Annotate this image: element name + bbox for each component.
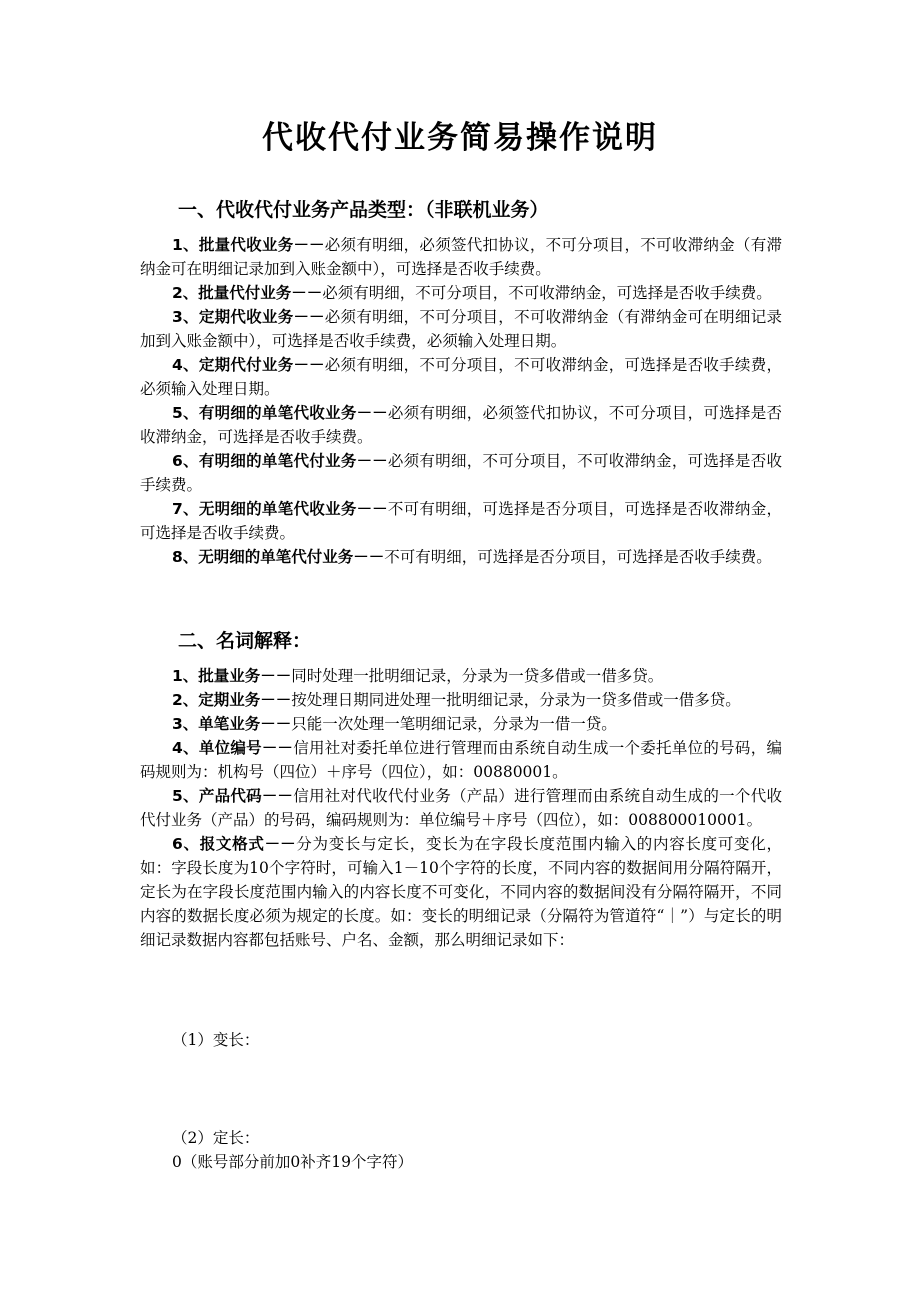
item-term: 7、无明细的单笔代收业务－－ [172, 500, 388, 518]
fixed-length-note: 0（账号部分前加0补齐19个字符） [172, 1153, 413, 1171]
section2-list [140, 664, 782, 952]
item-term: 2、定期业务－－ [172, 691, 292, 709]
item-term: 3、定期代收业务－－ [172, 308, 325, 326]
list-item [140, 233, 782, 281]
item-desc: 只能一次处理一笔明细记录，分录为一借一贷。 [291, 715, 617, 733]
section1-list [140, 233, 782, 569]
item-desc: 必须有明细，不可分项目，不可收滞纳金，可选择是否收手续费。 [140, 452, 782, 494]
item-term: 8、无明细的单笔代付业务－－ [172, 548, 385, 566]
item-term: 1、批量代收业务－－ [172, 236, 325, 254]
item-desc: 按处理日期同进处理一批明细记录，分录为一贷多借或一借多贷。 [291, 691, 741, 709]
list-item [140, 736, 782, 784]
item-desc: 信用社对代收代付业务（产品）进行管理而由系统自动生成的一个代收代付业务（产品）的号码，编码规则为：单位编号＋序号（四位），如：008800010001。 [140, 787, 782, 829]
fixed-length-label: （2）定长： [172, 1129, 260, 1147]
item-desc: 分为变长与定长，变长为在字段长度范围内输入的内容长度可变化，如：字段长度为10个字符时，可输入1－10个字符的长度，不同内容的数据间用分隔符隔开，定长为在字段长度范围内输入的内容长度不可变化，不同内容的数据间没有分隔符隔开，不同内容的数据长度必须为规定的长度。如：变长的明细记录（分隔符为管道符“｜”）与定长的明细记录数据内容都包括账号、户名、金额，那么明细记录如下： [140, 835, 782, 949]
list-item [140, 401, 782, 449]
list-item [140, 784, 782, 832]
item-term: 4、单位编号－－ [172, 739, 293, 757]
list-item [140, 497, 782, 545]
list-item [140, 832, 782, 952]
list-item [140, 545, 782, 569]
item-desc: 同时处理一批明细记录，分录为一贷多借或一借多贷。 [291, 667, 664, 685]
item-desc: 不可有明细，可选择是否分项目，可选择是否收手续费。 [384, 548, 772, 566]
item-term: 5、产品代码－－ [172, 787, 293, 805]
item-desc: 必须有明细，必须签代扣协议，不可分项目，不可收滞纳金（有滞纳金可在明细记录加到入账金额中），可选择是否收手续费。 [140, 236, 782, 278]
item-desc: 必须有明细，不可分项目，不可收滞纳金，可选择是否收手续费。 [322, 284, 772, 302]
item-term: 3、单笔业务－－ [172, 715, 292, 733]
list-item [140, 305, 782, 353]
list-item [140, 449, 782, 497]
item-desc: 必须有明细，不可分项目，不可收滞纳金，可选择是否收手续费，必须输入处理日期。 [140, 356, 782, 398]
item-term: 4、定期代付业务－－ [172, 356, 325, 374]
item-term: 6、有明细的单笔代付业务－－ [172, 452, 388, 470]
item-term: 6、报文格式－－ [172, 835, 296, 853]
item-desc: 不可有明细，可选择是否分项目，可选择是否收滞纳金，可选择是否收手续费。 [140, 500, 782, 542]
item-term: 1、批量业务－－ [172, 667, 292, 685]
page-title: 代收代付业务简易操作说明 [262, 120, 658, 156]
item-desc: 信用社对委托单位进行管理而由系统自动生成一个委托单位的号码，编码规则为：机构号（四位）＋序号（四位），如：00880001。 [140, 739, 782, 781]
variable-length-label: （1）变长： [172, 1031, 260, 1049]
list-item [140, 281, 782, 305]
item-desc: 必须有明细，不可分项目，不可收滞纳金（有滞纳金可在明细记录加到入账金额中），可选择是否收手续费，必须输入处理日期。 [140, 308, 782, 350]
item-term: 5、有明细的单笔代收业务－－ [172, 404, 388, 422]
list-item [140, 688, 782, 712]
item-desc: 必须有明细，必须签代扣协议，不可分项目，可选择是否收滞纳金，可选择是否收手续费。 [140, 404, 782, 446]
list-item [140, 712, 782, 736]
section1-heading: 一、代收代付业务产品类型：（非联机业务） [178, 199, 549, 221]
section2-heading: 二、名词解释： [178, 630, 312, 652]
list-item [140, 353, 782, 401]
list-item [140, 664, 782, 688]
item-term: 2、批量代付业务－－ [172, 284, 323, 302]
